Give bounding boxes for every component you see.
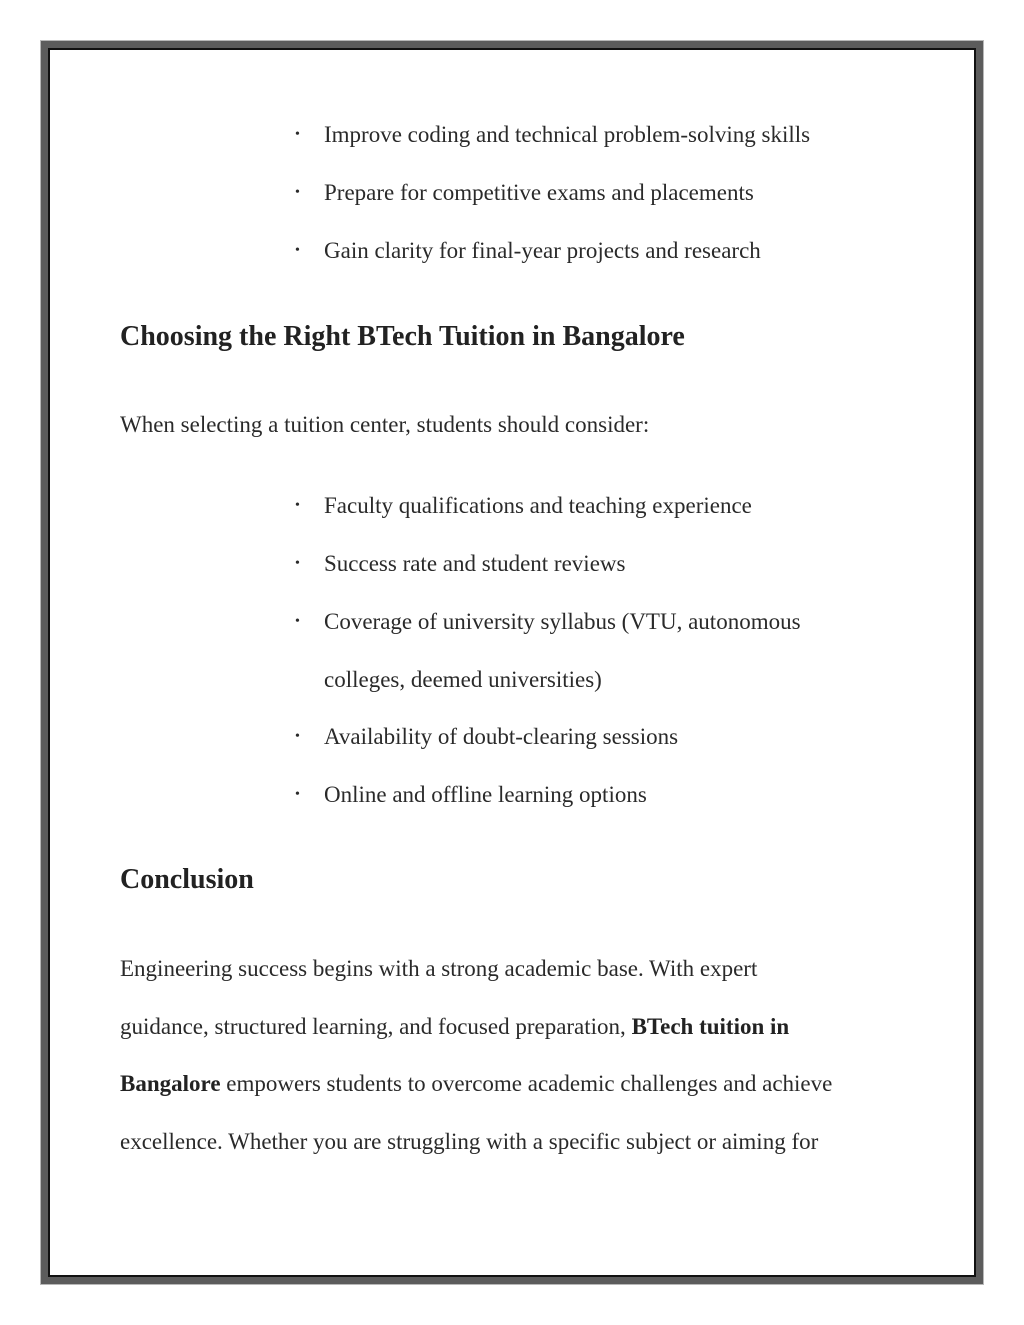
list-item-text: Online and offline learning options [324, 782, 647, 807]
conclusion-paragraph-line [120, 1071, 832, 1097]
conclusion-paragraph-line [120, 1014, 789, 1040]
paragraph-text: guidance, structured learning, and focused preparation, [120, 1014, 632, 1039]
page-content [50, 50, 974, 1275]
bullet-icon: • [295, 498, 300, 513]
paragraph-text: empowers students to overcome academic challenges and achieve [220, 1071, 833, 1096]
bold-keyword: Bangalore [120, 1071, 221, 1096]
list-item-text: Gain clarity for final-year projects and research [324, 238, 761, 263]
page-frame [40, 40, 984, 1285]
list-item [295, 238, 761, 264]
list-item [295, 493, 752, 519]
section-heading: Choosing the Right BTech Tuition in Bangalore [120, 321, 685, 352]
bullet-icon: • [295, 787, 300, 802]
bullet-icon: • [295, 127, 300, 142]
list-item [295, 724, 679, 750]
bullet-icon: • [295, 243, 300, 258]
bullet-icon: • [295, 614, 300, 629]
conclusion-paragraph-line: excellence. Whether you are struggling with a specific subject or aiming for [120, 1129, 819, 1154]
list-item-text: Success rate and student reviews [324, 551, 626, 576]
list-item [295, 122, 811, 148]
list-item-text: Availability of doubt-clearing sessions [324, 724, 679, 749]
list-item [295, 551, 626, 577]
list-item-text: Coverage of university syllabus (VTU, autonomous [324, 609, 801, 634]
bullet-icon: • [295, 729, 300, 744]
list-item-text: Faculty qualifications and teaching experience [324, 493, 752, 518]
intro-paragraph: When selecting a tuition center, students should consider: [120, 412, 650, 437]
list-item-text: Improve coding and technical problem-solving skills [324, 122, 811, 147]
list-item-text: colleges, deemed universities) [324, 667, 602, 692]
bold-keyword: BTech tuition in [631, 1014, 790, 1039]
page [48, 48, 976, 1277]
bullet-icon: • [295, 556, 300, 571]
list-item [295, 782, 647, 808]
list-item-continuation [324, 667, 602, 693]
bullet-icon: • [295, 185, 300, 200]
conclusion-heading: Conclusion [120, 864, 254, 895]
list-item-text: Prepare for competitive exams and placements [324, 180, 754, 205]
list-item [295, 180, 754, 206]
conclusion-paragraph-line: Engineering success begins with a strong academic base. With expert [120, 956, 758, 981]
list-item [295, 609, 801, 635]
